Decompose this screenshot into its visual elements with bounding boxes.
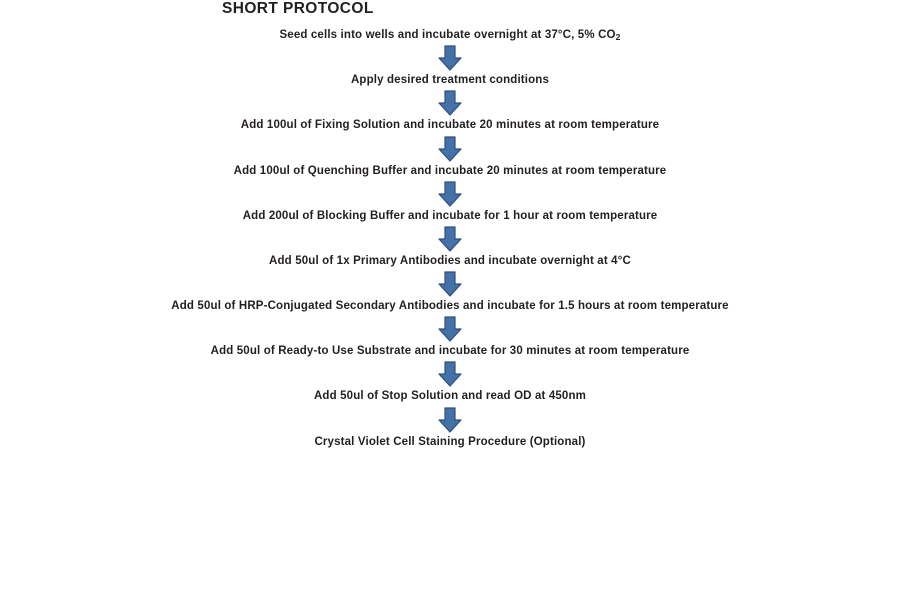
down-arrow-icon	[430, 359, 470, 389]
down-arrow-icon	[430, 88, 470, 118]
down-arrow-icon	[430, 179, 470, 209]
down-arrow-icon	[430, 43, 470, 73]
protocol-step-primary-antibodies: Add 50ul of 1x Primary Antibodies and incubate overnight at 4°C	[269, 254, 631, 267]
protocol-step-quenching-buffer: Add 100ul of Quenching Buffer and incubate 20 minutes at room temperature	[233, 164, 667, 177]
protocol-step-seed-cells: Seed cells into wells and incubate overnight at 37°C, 5% $CO_2$	[279, 29, 621, 42]
protocol-step-fixing-solution: Add 100ul of Fixing Solution and incubate 20 minutes at room temperature	[240, 119, 660, 132]
page-title: SHORT PROTOCOL	[222, 0, 374, 17]
down-arrow-icon	[430, 405, 470, 435]
down-arrow-icon	[430, 314, 470, 344]
protocol-step-blocking-buffer: Add 200ul of Blocking Buffer and incubate for 1 hour at room temperature	[242, 209, 658, 222]
protocol-step-substrate: Add 50ul of Ready-to Use Substrate and incubate for 30 minutes at room temperature	[210, 345, 690, 358]
protocol-step-stop-solution: Add 50ul of Stop Solution and read OD at 450nm	[313, 390, 587, 403]
down-arrow-icon	[430, 269, 470, 299]
protocol-step-secondary-antibodies: Add 50ul of HRP-Conjugated Secondary Antibodies and incubate for 1.5 hours at room temperature	[171, 300, 729, 313]
protocol-step-apply-treatment: Apply desired treatment conditions	[350, 74, 550, 87]
down-arrow-icon	[430, 224, 470, 254]
down-arrow-icon	[430, 134, 470, 164]
protocol-step-crystal-violet: Crystal Violet Cell Staining Procedure (Optional)	[314, 435, 586, 448]
protocol-flowchart	[0, 28, 900, 450]
